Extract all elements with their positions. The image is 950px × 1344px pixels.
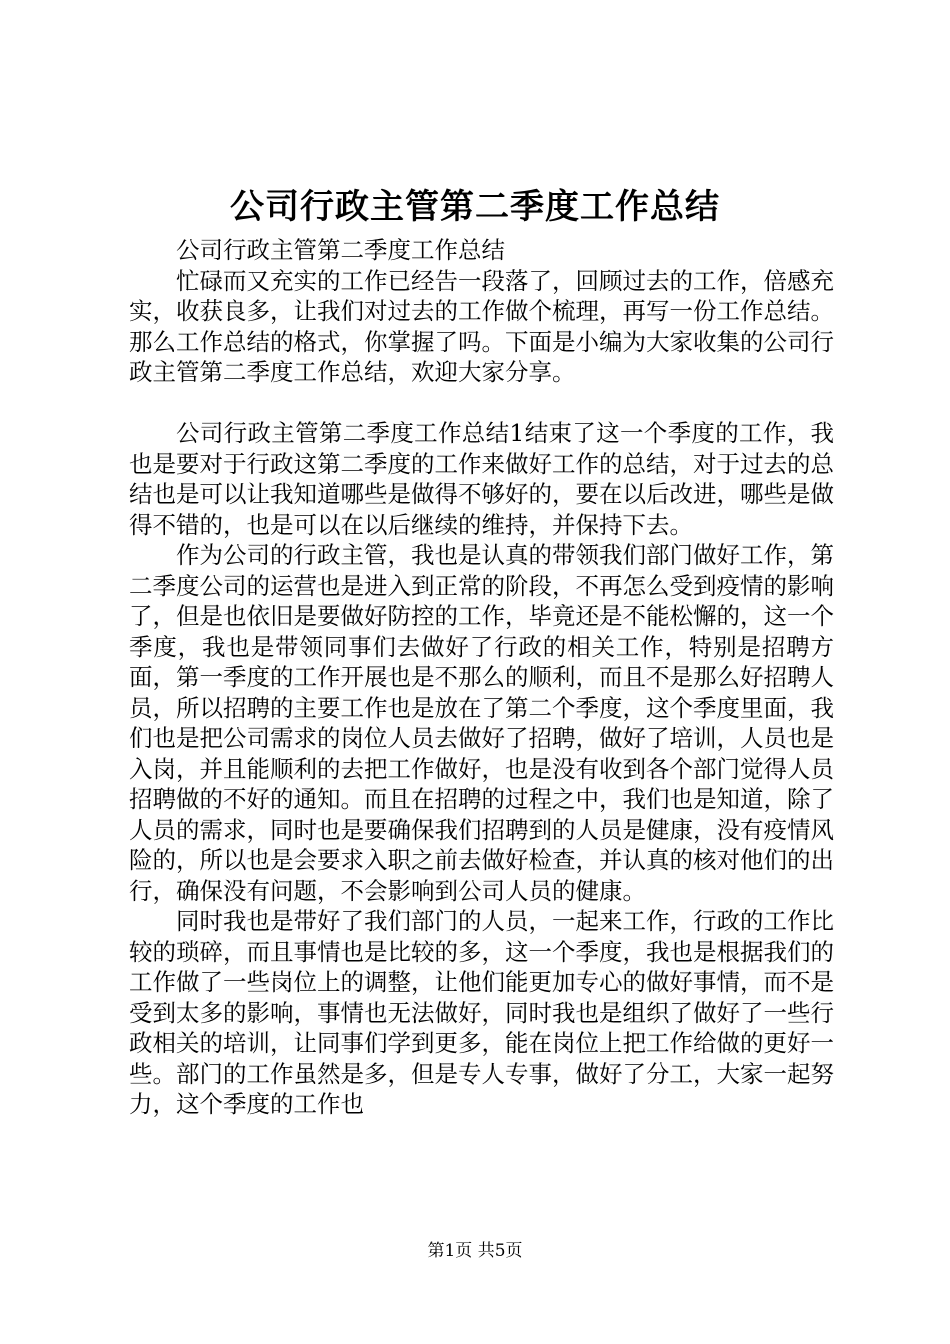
document-title: 公司行政主管第二季度工作总结	[230, 187, 720, 227]
intro-paragraph: 忙碌而又充实的工作已经告一段落了，回顾过去的工作，倍感充实，收获良多，让我们对过去的工作做个梳理，再写一份工作总结。那么工作总结的格式，你掌握了吗。下面是小编为大家收集的公司行政主管第二季度工作总结，欢迎大家分享。	[129, 266, 834, 386]
document-body	[129, 235, 834, 1120]
body-paragraph-3: 同时我也是带好了我们部门的人员，一起来工作，行政的工作比较的琐碎，而且事情也是比较的多，这一个季度，我也是根据我们的工作做了一些岗位上的调整，让他们能更加专心的做好事情，而不是受到太多的影响，事情也无法做好，同时我也是组织了做好了一些行政相关的培训，让同事们学到更多，能在岗位上把工作给做的更好一些。部门的工作虽然是多，但是专人专事，做好了分工，大家一起努力，这个季度的工作也	[129, 907, 834, 1118]
subtitle-paragraph: 公司行政主管第二季度工作总结	[176, 236, 505, 264]
body-paragraph-1: 公司行政主管第二季度工作总结1结束了这一个季度的工作，我也是要对于行政这第二季度的工作来做好工作的总结，对于过去的总结也是可以让我知道哪些是做得不够好的，要在以后改进，哪些是做得不错的，也是可以在以后继续的维持，并保持下去。	[129, 419, 834, 539]
body-paragraph-2: 作为公司的行政主管，我也是认真的带领我们部门做好工作，第二季度公司的运营也是进入到正常的阶段，不再怎么受到疫情的影响了，但是也依旧是要做好防控的工作，毕竟还是不能松懈的，这一个季度，我也是带领同事们去做好了行政的相关工作，特别是招聘方面，第一季度的工作开展也是不那么的顺利，而且不是那么好招聘人员，所以招聘的主要工作也是放在了第二个季度，这个季度里面，我们也是把公司需求的岗位人员去做好了招聘，做好了培训，人员也是入岗，并且能顺利的去把工作做好，也是没有收到各个部门觉得人员招聘做的不好的通知。而且在招聘的过程之中，我们也是知道，除了人员的需求，同时也是要确保我们招聘到的人员是健康，没有疫情风险的，所以也是会要求入职之前去做好检查，并认真的核对他们的出行，确保没有问题，不会影响到公司人员的健康。	[129, 541, 834, 905]
page-footer: 第1页 共5页	[427, 1241, 523, 1261]
